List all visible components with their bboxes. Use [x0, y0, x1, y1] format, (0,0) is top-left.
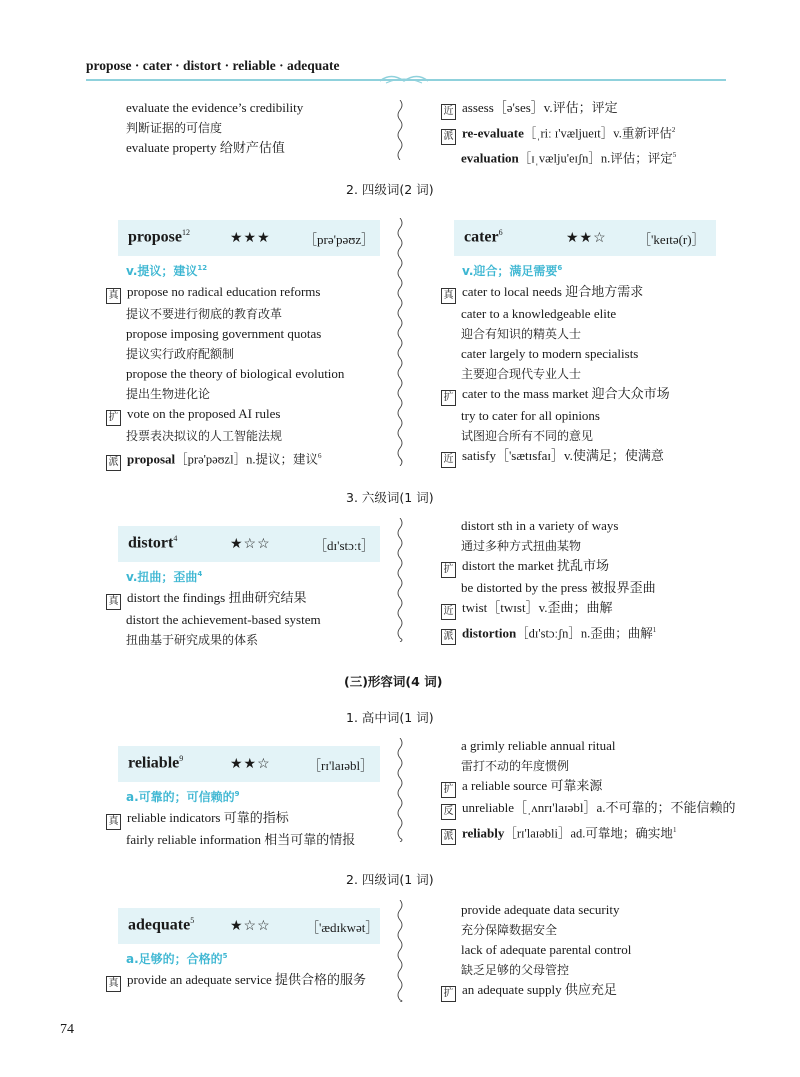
phonetic: ［rɪ'laɪəbl］ [308, 758, 374, 773]
label-tag-icon: 派 [441, 629, 456, 645]
entry-line [106, 404, 344, 426]
entry-line [126, 98, 303, 118]
derived-definition: ［dɪ'stɔːʃn］n.歪曲；曲解 [516, 626, 653, 641]
chinese-translation: 提出生物进化论 [126, 387, 211, 401]
entry-line [106, 304, 344, 324]
entry-line [441, 324, 670, 344]
entry-line [106, 364, 344, 384]
top-left-examples [126, 98, 303, 158]
section-heading-cet4-adj: 2. 四级词(1 词) [346, 872, 434, 887]
section-heading-highschool: 1. 高中词(1 词) [346, 710, 434, 725]
entry-line [441, 426, 670, 446]
distort-right-entries [441, 516, 656, 645]
word-card-distort [118, 526, 380, 562]
entry-line [106, 610, 321, 630]
example-phrase: propose imposing government quotas [126, 326, 322, 341]
word-card-adequate [118, 908, 380, 944]
derived-definition: ［rɪ'laɪəbli］ad.可靠地；确实地 [504, 826, 673, 841]
example-phrase: vote on the proposed AI rules [127, 406, 281, 421]
frequency-superscript: 5 [672, 151, 677, 160]
entry-line [441, 536, 656, 556]
column-divider-5 [394, 900, 406, 1002]
part-of-speech: v.扭曲；歪曲$^4$ [126, 570, 203, 584]
headword: distort$^4$ [128, 534, 178, 552]
example-phrase: cater to the mass market 迎合大众市场 [462, 386, 670, 401]
frequency-superscript: 6 [317, 452, 322, 460]
entry-line [441, 736, 735, 756]
entry-line [441, 304, 670, 324]
example-phrase: distort sth in a variety of ways [461, 518, 619, 533]
example-phrase: cater to local needs 迎合地方需求 [462, 284, 644, 299]
example-phrase: an adequate supply 供应充足 [462, 982, 617, 997]
word-card-propose [118, 220, 380, 256]
chinese-translation: 迎合有知识的精英人士 [461, 327, 582, 341]
example-phrase: unreliable［ˌʌnrɪ'laɪəbl］a.不可靠的；不能信赖的 [462, 800, 736, 815]
derived-definition: ［ˌriː ɪ'væljueɪt］v.重新评估 [523, 126, 672, 141]
entry-line [441, 384, 670, 406]
label-tag-icon: 派 [441, 129, 456, 145]
section-heading-cet6: 3. 六级词(1 词) [346, 490, 434, 505]
example-phrase: assess［ə'ses］v.评估；评定 [462, 100, 618, 115]
entry-line [441, 556, 656, 578]
entry-line [441, 578, 656, 598]
example-phrase: evaluate the evidence’s credibility [126, 100, 304, 115]
label-tag-icon: 真 [106, 288, 121, 304]
section-heading-adjectives: (三)形容词(4 词) [344, 674, 443, 689]
entry-line [441, 120, 676, 145]
derived-definition: ［prə'pəʊzl］n.提议；建议 [175, 452, 318, 467]
label-tag-icon: 扩 [441, 562, 456, 578]
entry-line [441, 364, 670, 384]
entry-line [441, 940, 631, 960]
cater-examples [441, 282, 670, 468]
label-tag-icon: 反 [441, 804, 456, 820]
entry-line [126, 138, 303, 158]
headword: reliable$^9$ [128, 754, 184, 772]
derived-definition: ［ɪˌvælju'eɪʃn］n.评估；评定 [518, 151, 673, 166]
example-phrase: try to cater for all opinions [461, 408, 600, 423]
entry-line [106, 588, 321, 610]
word-card-reliable [118, 746, 380, 782]
part-of-speech: a.可靠的；可信赖的$^9$ [126, 790, 240, 804]
example-phrase: distort the findings 扭曲研究结果 [127, 590, 307, 605]
label-tag-icon: 派 [106, 455, 121, 471]
phonetic: ［prə'pəʊz］ [304, 232, 375, 247]
label-tag-icon: 近 [441, 604, 456, 620]
phonetic: ［dɪ'stɔːt］ [314, 538, 375, 553]
part-of-speech: v.迎合；满足需要$^6$ [462, 264, 563, 278]
example-phrase: distort the market 扰乱市场 [462, 558, 609, 573]
entry-line [441, 620, 656, 645]
column-divider-2 [394, 218, 406, 466]
entry-line [106, 970, 366, 992]
example-phrase: evaluate property 给财产估值 [126, 140, 285, 155]
frequency-superscript: 1 [652, 626, 657, 634]
headword: cater$^6$ [464, 228, 503, 246]
chinese-translation: 判断证据的可信度 [126, 121, 223, 135]
example-phrase: propose the theory of biological evolution [126, 366, 345, 381]
label-tag-icon: 扩 [441, 986, 456, 1002]
derived-word: re-evaluate [462, 125, 524, 141]
running-header: propose · cater · distort · reliable · adequate [86, 58, 340, 73]
entry-line [441, 446, 670, 468]
example-phrase: be distorted by the press 被报界歪曲 [461, 580, 656, 595]
chinese-translation: 充分保障数据安全 [461, 923, 558, 937]
example-phrase: lack of adequate parental control [461, 942, 632, 957]
entry-line [441, 344, 670, 364]
chinese-translation: 缺乏足够的父母管控 [461, 963, 570, 977]
entry-line [441, 980, 631, 1002]
entry-line [106, 426, 344, 446]
entry-line [441, 282, 670, 304]
entry-line [106, 830, 355, 850]
entry-line [126, 118, 303, 138]
entry-line [441, 516, 656, 536]
page-number: 74 [60, 1022, 74, 1037]
entry-line [441, 820, 735, 845]
reliable-examples [106, 808, 355, 850]
derived-word: distortion [462, 625, 517, 641]
example-phrase: fairly reliable information 相当可靠的情报 [126, 832, 356, 847]
example-phrase: reliable indicators 可靠的指标 [127, 810, 289, 825]
derived-word: reliably [462, 825, 505, 841]
frequency-superscript: 1 [672, 826, 677, 834]
headword: propose$^{12}$ [128, 228, 190, 246]
part-of-speech: a.足够的；合格的$^5$ [126, 952, 228, 966]
chinese-translation: 试图迎合所有不同的意见 [461, 429, 594, 443]
entry-line [106, 324, 344, 344]
entry-line [106, 808, 355, 830]
example-phrase: propose no radical education reforms [127, 284, 321, 299]
example-phrase: cater largely to modern specialists [461, 346, 639, 361]
example-phrase: provide an adequate service 提供合格的服务 [127, 972, 366, 987]
label-tag-icon: 真 [106, 814, 121, 830]
word-card-cater [454, 220, 716, 256]
example-phrase: distort the achievement-based system [126, 612, 321, 627]
chinese-translation: 主要迎合现代专业人士 [461, 367, 582, 381]
star-rating: ★☆☆ [230, 537, 271, 552]
star-rating: ★☆☆ [230, 919, 271, 934]
example-phrase: a grimly reliable annual ritual [461, 738, 616, 753]
entry-line [441, 798, 735, 820]
example-phrase: twist［twɪst］v.歪曲；曲解 [462, 600, 613, 615]
example-phrase: satisfy［'sætɪsfaɪ］v.使满足；使满意 [462, 448, 664, 463]
label-tag-icon: 派 [441, 829, 456, 845]
example-phrase: a reliable source 可靠来源 [462, 778, 603, 793]
headword: adequate$^5$ [128, 916, 195, 934]
distort-examples [106, 588, 321, 650]
label-tag-icon: 真 [106, 976, 121, 992]
example-phrase: provide adequate data security [461, 902, 620, 917]
chinese-translation: 雷打不动的年度惯例 [461, 759, 570, 773]
entry-line [441, 756, 735, 776]
label-tag-icon: 扩 [441, 390, 456, 406]
label-tag-icon: 真 [441, 288, 456, 304]
entry-line [441, 598, 656, 620]
star-rating: ★★☆ [230, 757, 271, 772]
chinese-translation: 提议不要进行彻底的教育改革 [126, 307, 283, 321]
entry-line [441, 98, 676, 120]
entry-line [441, 920, 631, 940]
part-of-speech: v.提议；建议$^{12}$ [126, 264, 208, 278]
entry-line [441, 776, 735, 798]
entry-line [106, 630, 321, 650]
entry-line [106, 282, 344, 304]
phonetic: ［'keɪtə(r)］ [638, 232, 705, 247]
entry-line [106, 384, 344, 404]
top-right-entries [441, 98, 676, 169]
column-divider-4 [394, 738, 406, 842]
label-tag-icon: 扩 [441, 782, 456, 798]
chinese-translation: 通过多种方式扭曲某物 [461, 539, 582, 553]
header-rule [86, 79, 726, 81]
label-tag-icon: 真 [106, 594, 121, 610]
column-divider-3 [394, 518, 406, 642]
label-tag-icon: 近 [441, 104, 456, 120]
chinese-translation: 投票表决拟议的人工智能法规 [126, 429, 283, 443]
adequate-right-entries [441, 900, 631, 1002]
phonetic: ［'ædɪkwət］ [306, 920, 379, 935]
entry-line [106, 446, 344, 471]
adequate-examples [106, 970, 366, 992]
frequency-superscript: 2 [671, 126, 676, 134]
entry-line [106, 344, 344, 364]
entry-line [441, 145, 676, 168]
entry-line [441, 960, 631, 980]
reliable-right-entries [441, 736, 735, 845]
entry-line [441, 900, 631, 920]
label-tag-icon: 扩 [106, 410, 121, 426]
column-divider-1 [394, 100, 406, 160]
section-heading-cet4: 2. 四级词(2 词) [346, 182, 434, 197]
entry-line [441, 406, 670, 426]
propose-examples [106, 282, 344, 471]
star-rating: ★★☆ [566, 231, 607, 246]
star-rating: ★★★ [230, 231, 271, 246]
chinese-translation: 提议实行政府配额制 [126, 347, 235, 361]
label-tag-icon: 近 [441, 452, 456, 468]
chinese-translation: 扭曲基于研究成果的体系 [126, 633, 259, 647]
derived-word: proposal [127, 451, 176, 467]
example-phrase: cater to a knowledgeable elite [461, 306, 617, 321]
derived-word: evaluation [461, 150, 519, 166]
